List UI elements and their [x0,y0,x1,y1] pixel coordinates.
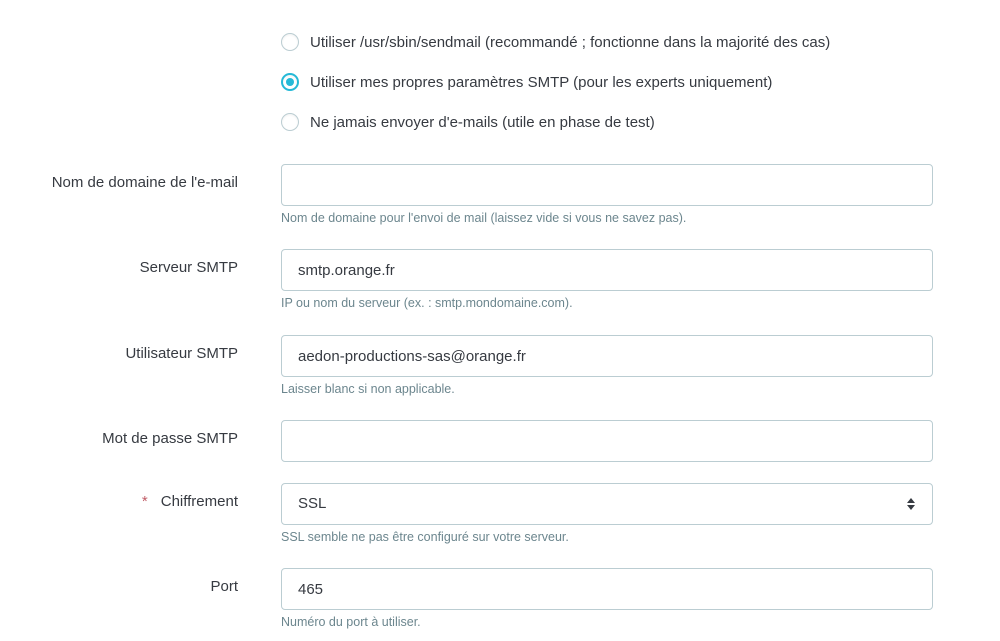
encryption-label-wrapper [142,493,238,510]
port-help-text: Numéro du port à utiliser. [281,615,421,629]
port-label: Port [210,578,238,595]
radio-button-never[interactable] [281,113,299,131]
domain-label: Nom de domaine de l'e-mail [51,174,238,191]
radio-option-smtp[interactable] [281,70,981,94]
radio-button-smtp[interactable] [281,73,299,91]
required-marker: * [141,493,148,510]
radio-label-sendmail: Utiliser /usr/sbin/sendmail (recommandé ; fonctionne dans la majorité des cas) [310,33,831,51]
radio-label-never: Ne jamais envoyer d'e-mails (utile en phase de test) [310,113,655,131]
radio-option-sendmail[interactable] [281,30,981,54]
smtp-server-label: Serveur SMTP [139,259,238,276]
radio-button-sendmail[interactable] [281,33,299,51]
domain-help-text: Nom de domaine pour l'envoi de mail (laissez vide si vous ne savez pas). [281,211,687,225]
smtp-password-input[interactable] [281,420,933,462]
radio-label-smtp: Utiliser mes propres paramètres SMTP (pour les experts uniquement) [310,73,773,91]
mail-method-radio-group [281,30,981,150]
smtp-server-input[interactable] [281,249,933,291]
smtp-user-help-text: Laisser blanc si non applicable. [281,382,455,396]
encryption-help-text: SSL semble ne pas être configuré sur votre serveur. [281,530,569,544]
smtp-password-label: Mot de passe SMTP [102,430,238,447]
encryption-selected-value: SSL [298,495,327,512]
smtp-user-input[interactable] [281,335,933,377]
encryption-select[interactable] [281,483,933,525]
smtp-server-help-text: IP ou nom du serveur (ex. : smtp.mondomaine.com). [281,296,573,310]
encryption-label: Chiffrement [160,493,238,510]
select-updown-icon [906,497,916,511]
domain-input[interactable] [281,164,933,206]
smtp-user-label: Utilisateur SMTP [125,345,238,362]
port-input[interactable] [281,568,933,610]
radio-option-never[interactable] [281,110,981,134]
